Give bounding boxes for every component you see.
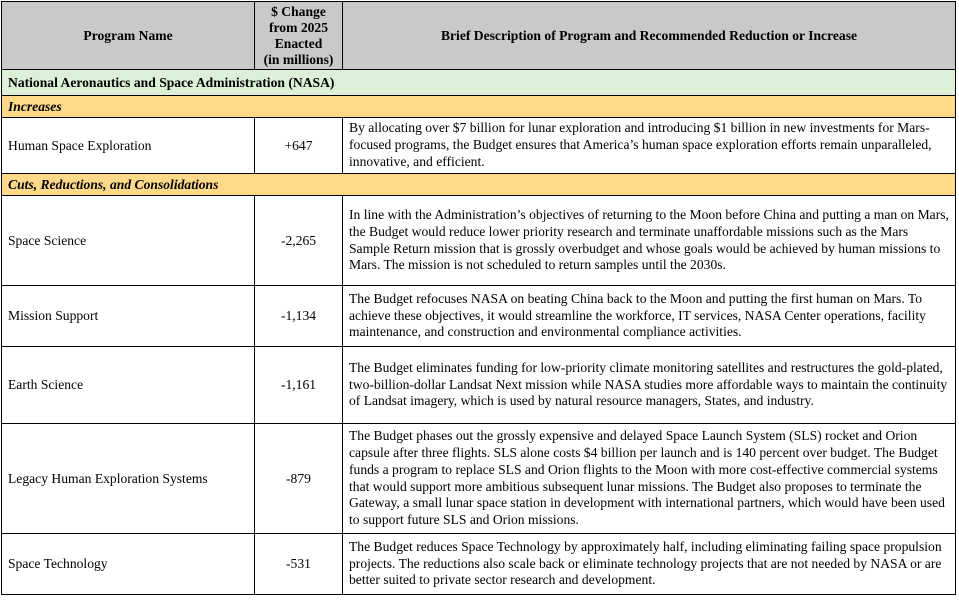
- program-name: Space Technology: [2, 534, 255, 595]
- program-change: -1,161: [255, 347, 343, 424]
- program-description: The Budget phases out the grossly expensive and delayed Space Launch System (SLS) rocket and Orion capsule after three flights. SLS alone costs $4 billion per launch and is 140 percent over budget. The Budget funds a program to replace SLS and Orion flights to the Moon with more cost-effective commercial systems that would support more ambitious subsequent lunar missions. The Budget also proposes to terminate the Gateway, a small lunar space station in development with international partners, which would have been used to support future SLS and Orion missions.: [343, 424, 956, 534]
- table-row: [2, 196, 956, 286]
- section-row-cuts: [2, 174, 956, 196]
- program-description: By allocating over $7 billion for lunar exploration and introducing $1 billion in new investments for Mars-focused programs, the Budget ensures that America’s human space exploration efforts remain unparalleled, innovative, and efficient.: [343, 118, 956, 174]
- program-name: Human Space Exploration: [2, 118, 255, 174]
- budget-table: [1, 1, 956, 595]
- table-row: [2, 118, 956, 174]
- program-change: -2,265: [255, 196, 343, 286]
- program-name: Legacy Human Exploration Systems: [2, 424, 255, 534]
- header-change: [255, 2, 343, 70]
- header-change-line2: from 2025: [268, 19, 329, 35]
- header-change-line4: (in millions): [263, 51, 334, 67]
- header-row: [2, 2, 956, 70]
- section-title-cuts: Cuts, Reductions, and Consolidations: [2, 174, 956, 196]
- program-change: -879: [255, 424, 343, 534]
- section-row-increases: [2, 96, 956, 118]
- agency-title: National Aeronautics and Space Administration (NASA): [2, 70, 956, 96]
- program-change: +647: [255, 118, 343, 174]
- table-row: [2, 424, 956, 534]
- header-program-name: Program Name: [2, 2, 255, 70]
- program-name: Earth Science: [2, 347, 255, 424]
- table-row: [2, 347, 956, 424]
- header-change-line1: $ Change: [271, 3, 326, 19]
- table-row: [2, 286, 956, 347]
- program-change: -1,134: [255, 286, 343, 347]
- program-name: Mission Support: [2, 286, 255, 347]
- header-change-line3: Enacted: [274, 35, 323, 51]
- program-description: The Budget eliminates funding for low-priority climate monitoring satellites and restructures the gold-plated, two-billion-dollar Landsat Next mission while NASA studies more affordable ways to maintain the continuity of Landsat imagery, which is used by natural resource managers, States, and industry.: [343, 347, 956, 424]
- program-description: In line with the Administration’s objectives of returning to the Moon before China and putting a man on Mars, the Budget would reduce lower priority research and terminate unaffordable missions such as the Mars Sample Return mission that is grossly overbudget and whose goals would be achieved by human missions to Mars. The mission is not scheduled to return samples until the 2030s.: [343, 196, 956, 286]
- program-name: Space Science: [2, 196, 255, 286]
- program-description: The Budget reduces Space Technology by approximately half, including eliminating failing space propulsion projects. The reductions also scale back or eliminate technology projects that are not needed by NASA or are better suited to private sector research and development.: [343, 534, 956, 595]
- section-title-increases: Increases: [2, 96, 956, 118]
- table-row: [2, 534, 956, 595]
- program-description: The Budget refocuses NASA on beating China back to the Moon and putting the first human on Mars. To achieve these objectives, it would streamline the workforce, IT services, NASA Center operations, facility maintenance, and construction and environmental compliance activities.: [343, 286, 956, 347]
- header-description: Brief Description of Program and Recommended Reduction or Increase: [343, 2, 956, 70]
- program-change: -531: [255, 534, 343, 595]
- agency-row: [2, 70, 956, 96]
